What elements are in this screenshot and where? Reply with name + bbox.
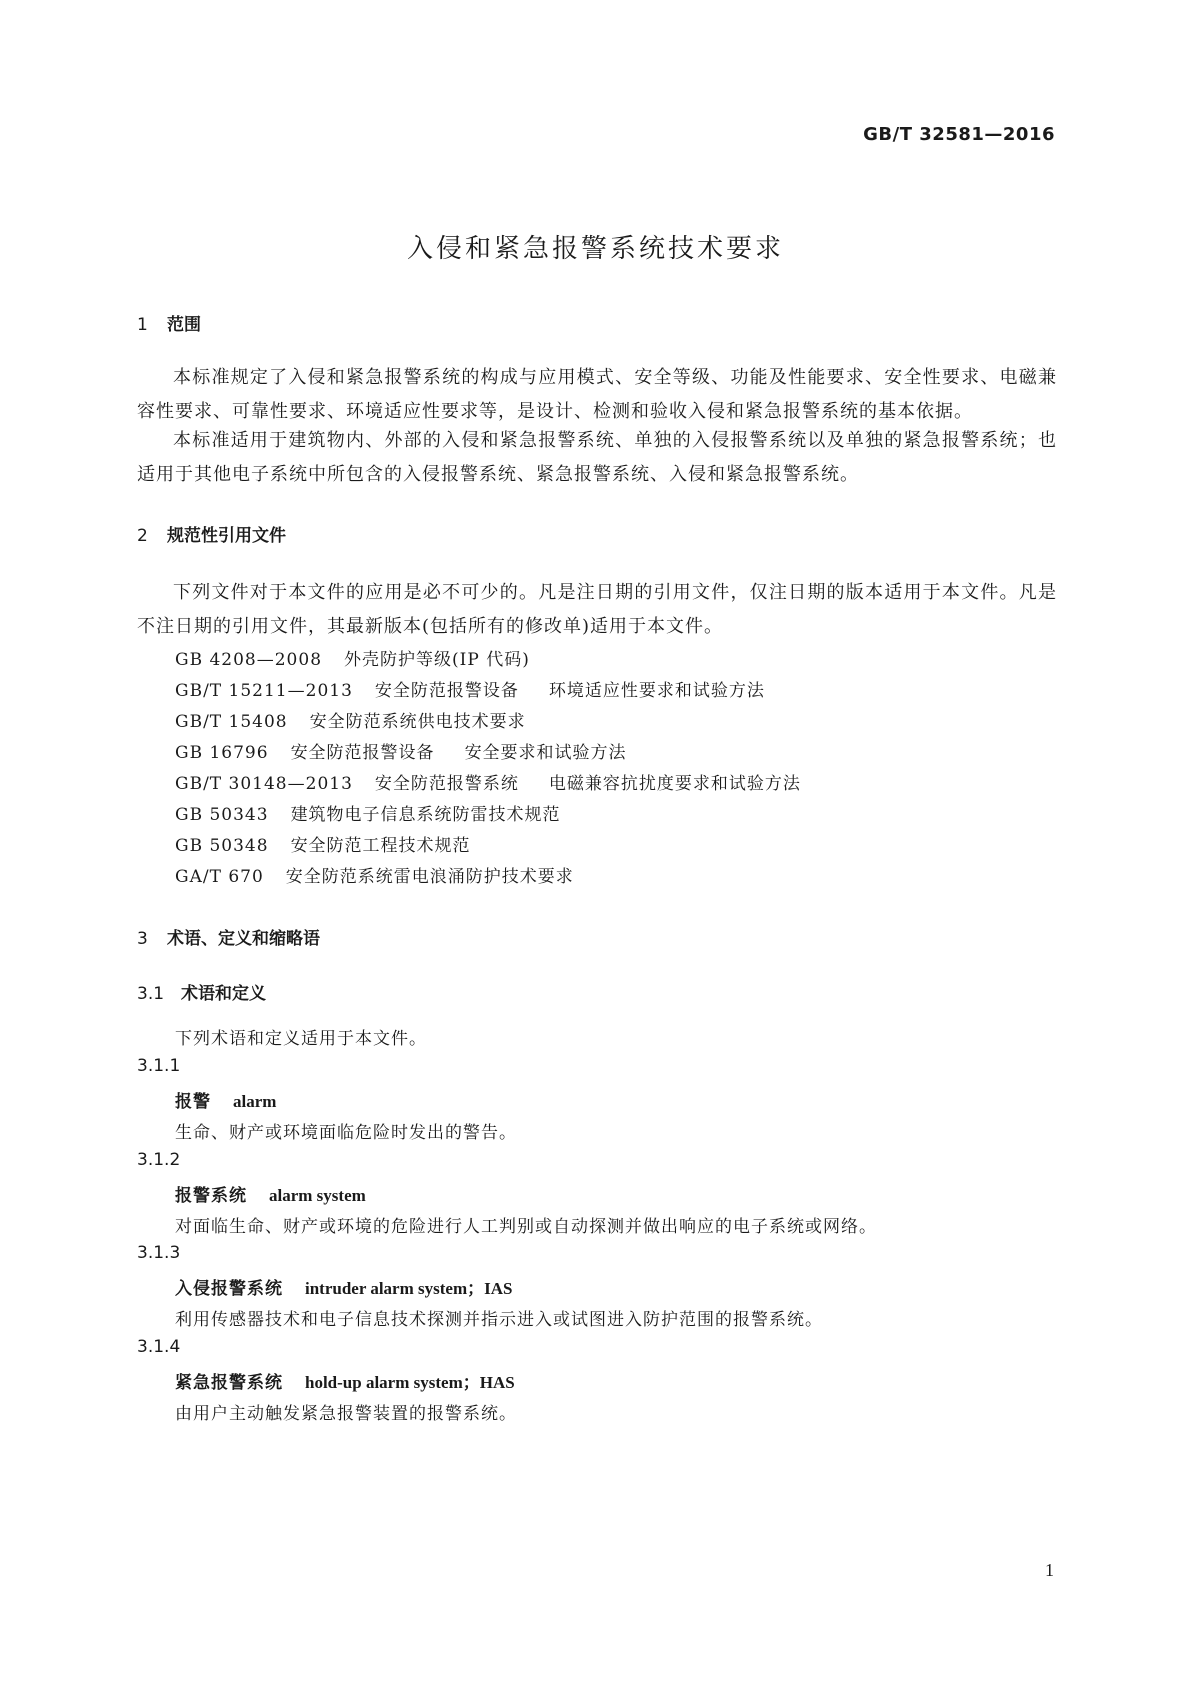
- term-definition: 生命、财产或环境面临危险时发出的警告。: [175, 1123, 517, 1143]
- reference-title: 外壳防护等级(IP 代码): [344, 650, 530, 670]
- term-definition: 利用传感器技术和电子信息技术探测并指示进入或试图进入防护范围的报警系统。: [175, 1310, 823, 1330]
- term-number: 3.1.4: [137, 1337, 181, 1357]
- term-heading: [175, 1181, 366, 1206]
- subsection-intro: 下列术语和定义适用于本文件。: [175, 1029, 427, 1049]
- section-number: 3: [137, 929, 148, 949]
- subsection-title: 术语和定义: [181, 984, 266, 1004]
- reference-subtitle: 环境适应性要求和试验方法: [548, 681, 765, 701]
- section-3-heading: [137, 924, 320, 949]
- reference-code: GB 16796: [175, 743, 269, 763]
- reference-subtitle: 电磁兼容抗扰度要求和试验方法: [548, 774, 801, 794]
- reference-code: GB/T 15211—2013: [175, 681, 353, 701]
- section-title: 范围: [167, 315, 201, 335]
- term-number: 3.1.1: [137, 1056, 181, 1076]
- reference-title: 安全防范报警设备: [374, 681, 519, 701]
- term-heading: [175, 1368, 515, 1393]
- page-number: 1: [1045, 1560, 1054, 1580]
- subsection-3-1-heading: [137, 979, 266, 1004]
- reference-code: GB/T 15408: [175, 712, 288, 732]
- section-2-heading: [137, 521, 286, 546]
- term-definition: 对面临生命、财产或环境的危险进行人工判别或自动探测并做出响应的电子系统或网络。: [175, 1217, 877, 1237]
- term-en: alarm: [233, 1092, 277, 1111]
- term-heading: [175, 1087, 276, 1112]
- reference-item: [175, 800, 561, 825]
- reference-item: [175, 831, 471, 856]
- reference-item: [175, 862, 574, 887]
- term-zh: 报警: [175, 1092, 211, 1112]
- term-en: intruder alarm system；IAS: [305, 1279, 513, 1298]
- term-en: alarm system: [269, 1186, 366, 1205]
- term-zh: 紧急报警系统: [175, 1373, 283, 1393]
- term-definition: 由用户主动触发紧急报警装置的报警系统。: [175, 1404, 517, 1424]
- reference-code: GB 4208—2008: [175, 650, 323, 670]
- section-number: 2: [137, 526, 148, 546]
- reference-title: 建筑物电子信息系统防雷技术规范: [290, 805, 561, 825]
- reference-code: GB 50343: [175, 805, 269, 825]
- section-2-intro: 下列文件对于本文件的应用是必不可少的。凡是注日期的引用文件，仅注日期的版本适用于本文件。凡是不注日期的引用文件，其最新版本(包括所有的修改单)适用于本文件。: [137, 582, 1057, 637]
- term-heading: [175, 1274, 512, 1299]
- reference-item: [175, 769, 801, 794]
- reference-item: [175, 707, 526, 732]
- standard-number: GB/T 32581—2016: [863, 124, 1055, 145]
- reference-code: GB/T 30148—2013: [175, 774, 353, 794]
- reference-code: GB 50348: [175, 836, 269, 856]
- subsection-number: 3.1: [137, 984, 165, 1004]
- term-number: 3.1.2: [137, 1150, 181, 1170]
- section-title: 术语、定义和缩略语: [167, 929, 320, 949]
- section-number: 1: [137, 315, 148, 335]
- reference-title: 安全防范报警设备: [290, 743, 435, 763]
- section-1-paragraph-2: 本标准适用于建筑物内、外部的入侵和紧急报警系统、单独的入侵报警系统以及单独的紧急报警系统；也适用于其他电子系统中所包含的入侵报警系统、紧急报警系统、入侵和紧急报警系统。: [137, 430, 1057, 485]
- reference-code: GA/T 670: [175, 867, 264, 887]
- reference-title: 安全防范工程技术规范: [290, 836, 471, 856]
- reference-subtitle: 安全要求和试验方法: [464, 743, 627, 763]
- section-1-heading: [137, 310, 201, 335]
- reference-item: [175, 645, 530, 670]
- reference-item: [175, 676, 765, 701]
- term-en: hold-up alarm system；HAS: [305, 1373, 515, 1392]
- term-number: 3.1.3: [137, 1243, 181, 1263]
- reference-item: [175, 738, 627, 763]
- reference-title: 安全防范系统供电技术要求: [309, 712, 526, 732]
- term-zh: 入侵报警系统: [175, 1279, 283, 1299]
- reference-title: 安全防范报警系统: [374, 774, 519, 794]
- section-title: 规范性引用文件: [167, 526, 286, 546]
- document-title: 入侵和紧急报警系统技术要求: [406, 234, 784, 264]
- term-zh: 报警系统: [175, 1186, 247, 1206]
- section-1-paragraph-1: 本标准规定了入侵和紧急报警系统的构成与应用模式、安全等级、功能及性能要求、安全性要求、电磁兼容性要求、可靠性要求、环境适应性要求等，是设计、检测和验收入侵和紧急报警系统的基本依据。: [137, 367, 1057, 422]
- reference-title: 安全防范系统雷电浪涌防护技术要求: [285, 867, 574, 887]
